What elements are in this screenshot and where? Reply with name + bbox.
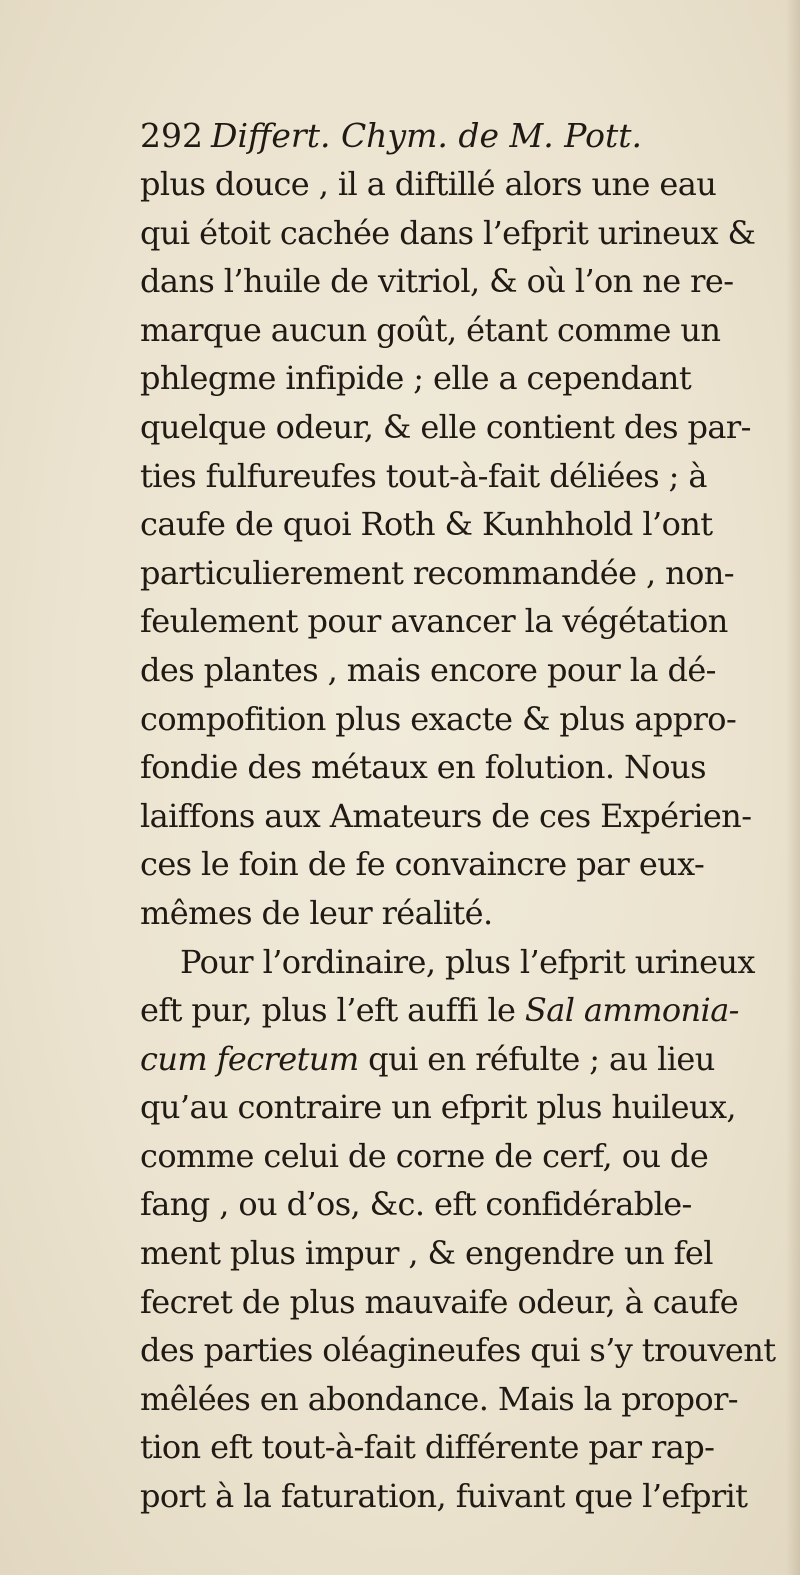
running-header — [140, 112, 765, 160]
text-line: ties fulfureufes tout-à-fait déliées ; à — [140, 456, 707, 495]
text-line: fang , ou d’os, &c. eft confidérable- — [140, 1185, 692, 1224]
text-line: feulement pour avancer la végétation — [140, 602, 728, 641]
text-line: dans l’huile de vitriol, & où l’on ne re- — [140, 262, 734, 301]
italic-term: Sal ammonia- — [524, 991, 739, 1030]
text-line — [140, 1035, 765, 1084]
italic-term: cum fecretum — [140, 1039, 359, 1078]
text-line: marque aucun goût, étant comme un — [140, 310, 721, 349]
text-line: qu’au contraire un efprit plus huileux, — [140, 1088, 736, 1127]
text-line: ment plus impur , & engendre un fel — [140, 1234, 713, 1273]
paragraph-1 — [140, 160, 765, 938]
text-line: phlegme infipide ; elle a cependant — [140, 359, 692, 398]
text-line: quelque odeur, & elle contient des par- — [140, 407, 751, 446]
text-run: qui en réfulte ; au lieu — [358, 1039, 715, 1078]
text-line: des parties oléagineufes qui s’y trouvent — [140, 1331, 776, 1370]
text-line: caufe de quoi Roth & Kunhhold l’ont — [140, 505, 713, 544]
text-line: tion eft tout-à-fait différente par rap- — [140, 1428, 715, 1467]
text-line: ces le foin de fe convaincre par eux- — [140, 845, 705, 884]
text-line: Pour l’ordinaire, plus l’efprit urineux — [180, 942, 755, 981]
text-line: qui étoit cachée dans l’efprit urineux & — [140, 213, 756, 252]
paragraph-2 — [140, 938, 776, 1521]
text-line: fondie des métaux en folution. Nous — [140, 748, 706, 787]
running-title: Differt. Chym. de M. Pott. — [211, 116, 643, 155]
text-line: port à la faturation, fuivant que l’efprit — [140, 1477, 748, 1516]
page-edge-shadow — [786, 0, 800, 1575]
page-text — [140, 112, 776, 1521]
page-number: 292 — [140, 116, 203, 155]
text-line: mêlées en abondance. Mais la propor- — [140, 1379, 738, 1418]
text-line: particulierement recommandée , non- — [140, 553, 735, 592]
text-line: comme celui de corne de cerf, ou de — [140, 1136, 709, 1175]
text-line — [140, 986, 765, 1035]
text-run: eft pur, plus l’eft auffi le — [140, 991, 525, 1030]
text-line: des plantes , mais encore pour la dé- — [140, 650, 716, 689]
text-line: plus douce , il a diftillé alors une eau — [140, 165, 717, 203]
text-line: fecret de plus mauvaife odeur, à caufe — [140, 1282, 739, 1321]
text-line: mêmes de leur réalité. — [140, 893, 493, 932]
text-line: laiffons aux Amateurs de ces Expérien- — [140, 796, 752, 835]
text-line: compofition plus exacte & plus appro- — [140, 699, 737, 738]
